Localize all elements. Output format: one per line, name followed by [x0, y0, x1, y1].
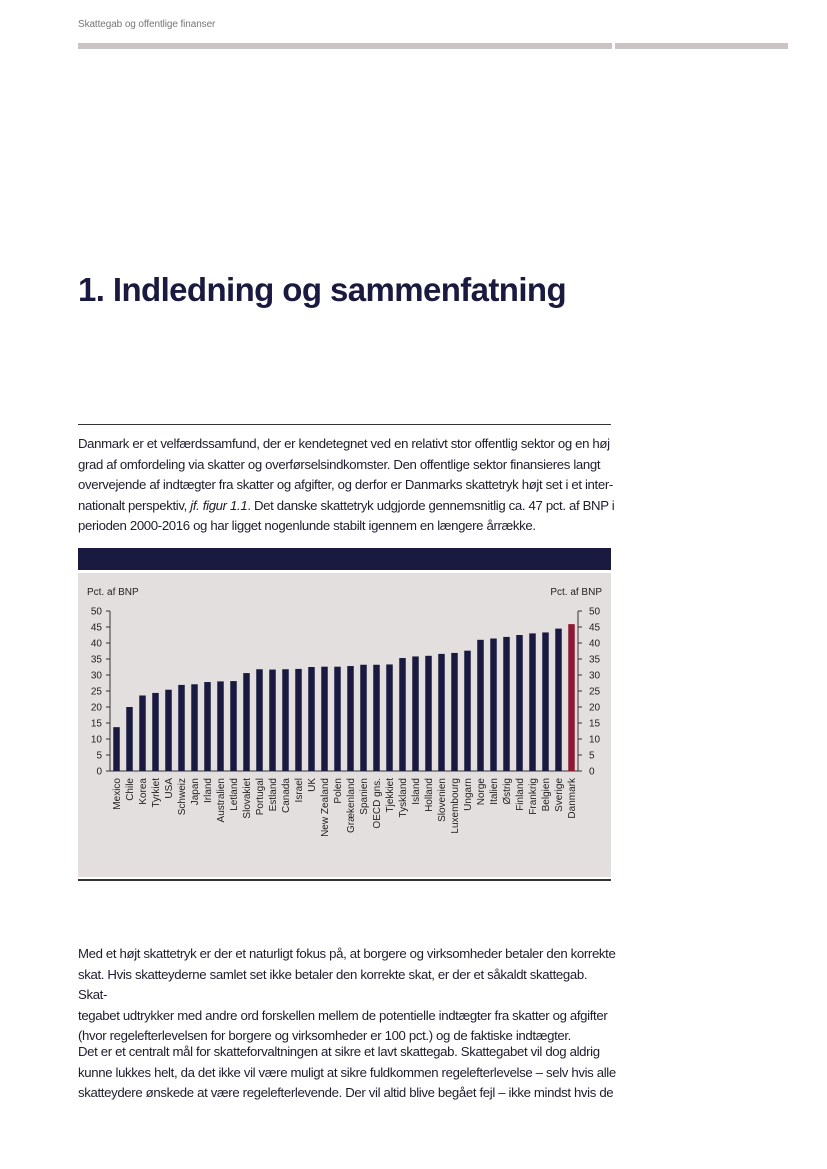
bar-tyskland — [399, 658, 406, 771]
bar-norge — [477, 640, 484, 771]
chapter-heading: 1. Indledning og sammenfatning — [78, 271, 567, 308]
paragraph-3 — [78, 1042, 618, 1104]
bar-korea — [139, 695, 146, 771]
y-tick-label-left: 30 — [90, 670, 102, 682]
bar-slovakiet — [243, 673, 250, 771]
p1-line-4-pre: nationalt perspektiv, — [78, 497, 191, 513]
bar-uk — [308, 667, 315, 771]
x-tick-label: Canada — [281, 778, 292, 814]
p3-line-2: kunne lukkes helt, da det ikke vil være muligt at sikre fuldkommen regelefterlevelse – selv hvis alle — [78, 1064, 616, 1080]
bar-letland — [230, 681, 237, 771]
x-tick-label: Australien — [216, 778, 227, 823]
x-tick-label: Grækenland — [346, 778, 357, 834]
bar-portugal — [256, 669, 263, 771]
y-tick-label-left: 40 — [90, 638, 102, 650]
bar-tjekkiet — [386, 664, 393, 771]
x-tick-label: Island — [411, 778, 422, 805]
bar-italien — [490, 639, 497, 771]
bar-østrig — [503, 637, 510, 771]
p3-line-3: skatteydere ønskede at være regelefterlevende. Der vil altid blive begået fejl – ikke mindst hvis de — [78, 1085, 614, 1100]
running-head: Skattegab og offentlige finanser — [78, 19, 216, 30]
y-tick-label-right: 30 — [589, 670, 601, 682]
bar-canada — [282, 669, 289, 771]
bar-grækenland — [347, 666, 354, 771]
x-tick-label: Ungarn — [463, 778, 474, 811]
x-tick-label: Portugal — [255, 778, 266, 816]
x-tick-label: Tyrkiet — [151, 778, 162, 808]
p1-line-4-post: . Det danske skattetryk udgjorde gennemsnitlig ca. 47 pct. af BNP i — [247, 497, 615, 513]
x-tick-label: Spanien — [359, 778, 370, 815]
y-tick-label-left: 20 — [90, 702, 102, 714]
x-tick-label: Danmark — [567, 778, 578, 819]
bar-ungarn — [464, 651, 471, 771]
bar-australien — [217, 681, 224, 771]
x-tick-label: Irland — [203, 778, 214, 804]
x-tick-label: Polen — [333, 778, 344, 804]
x-tick-label: New Zealand — [320, 778, 331, 837]
x-tick-label: Tyskland — [398, 778, 409, 818]
p3-line-1: Det er et centralt mål for skatteforvaltningen at sikre et lavt skattegab. Skattegabet vil dog aldrig — [78, 1044, 600, 1059]
y-tick-label-left: 10 — [90, 734, 102, 746]
y-tick-label-right: 0 — [589, 766, 595, 778]
p1-line-1: Danmark er et velfærdssamfund, der er kendetegnet ved en relativt stor offentlig sektor og en høj — [78, 436, 610, 451]
bar-danmark — [568, 624, 575, 771]
bar-usa — [165, 690, 172, 771]
bar-belgien — [542, 632, 549, 771]
y-tick-label-right: 5 — [589, 750, 595, 762]
y-tick-label-left: 45 — [90, 622, 102, 634]
p1-line-3: overvejende af indtægter fra skatter og afgifter, og derfor er Danmarks skattetryk højt set i et inter- — [78, 477, 613, 492]
x-tick-label: Luxembourg — [450, 778, 461, 834]
y-tick-label-right: 25 — [589, 686, 601, 698]
bar-finland — [516, 635, 523, 771]
bar-frankrig — [529, 633, 536, 771]
bar-holland — [425, 656, 432, 771]
x-tick-label: Holland — [424, 778, 435, 812]
bar-schweiz — [178, 685, 185, 771]
bar-mexico — [113, 727, 120, 771]
figure-reference: jf. figur 1.1 — [190, 497, 248, 513]
y-axis-label-right: Pct. af BNP — [550, 587, 602, 598]
p2-line-2: skat. Hvis skatteyderne samlet set ikke betaler den korrekte skat, er der et såkaldt skattegab. Skat- — [78, 966, 588, 1002]
paragraph-2 — [78, 944, 618, 1047]
x-tick-label: Sverige — [554, 778, 565, 812]
x-tick-label: Letland — [229, 778, 240, 811]
x-tick-label: Japan — [190, 778, 201, 806]
p2-line-4: (hvor regelefterlevelsen for borgere og virksomheder er 100 pct.) og de faktiske indtægter. — [78, 1028, 571, 1043]
x-tick-label: UK — [307, 778, 318, 792]
x-tick-label: Østrig — [502, 778, 513, 805]
x-tick-label: Slovenien — [437, 778, 448, 822]
bar-tyrkiet — [152, 693, 159, 771]
y-tick-label-left: 35 — [90, 654, 102, 666]
bar-irland — [204, 682, 211, 771]
y-tick-label-left: 50 — [90, 606, 102, 618]
y-tick-label-left: 15 — [90, 718, 102, 730]
bar-chile — [126, 707, 133, 771]
y-tick-label-left: 25 — [90, 686, 102, 698]
y-tick-label-left: 0 — [96, 766, 102, 778]
y-tick-label-left: 5 — [96, 750, 102, 762]
p1-line-5: perioden 2000-2016 og har ligget nogenlunde stabilt igennem en længere årrække. — [78, 518, 536, 533]
x-tick-label: Belgien — [541, 778, 552, 812]
x-tick-label: OECD gns. — [372, 778, 383, 829]
x-tick-label: USA — [164, 778, 175, 799]
bar-sverige — [555, 629, 562, 771]
x-tick-label: Korea — [138, 778, 149, 805]
y-tick-label-right: 35 — [589, 654, 601, 666]
bar-luxembourg — [451, 653, 458, 771]
x-tick-label: Italien — [489, 778, 500, 805]
x-tick-label: Israel — [294, 778, 305, 803]
y-tick-label-right: 10 — [589, 734, 601, 746]
x-tick-label: Estland — [268, 778, 279, 812]
bar-oecd-gns- — [373, 665, 380, 771]
bar-new-zealand — [321, 667, 328, 771]
x-tick-label: Schweiz — [177, 778, 188, 816]
bar-estland — [269, 670, 276, 771]
bar-spanien — [360, 665, 367, 771]
y-tick-label-right: 15 — [589, 718, 601, 730]
y-tick-label-right: 20 — [589, 702, 601, 714]
y-tick-label-right: 45 — [589, 622, 601, 634]
p1-line-2: grad af omfordeling via skatter og overførselsindkomster. Den offentlige sektor finansieres langt — [78, 456, 601, 472]
bar-israel — [295, 669, 302, 771]
x-tick-label: Frankrig — [528, 778, 539, 815]
x-tick-label: Mexico — [112, 778, 123, 810]
y-tick-label-right: 40 — [589, 638, 601, 650]
p2-line-3: tegabet udtrykker med andre ord forskellen mellem de potentielle indtægter fra skatter og afgifter — [78, 1007, 608, 1023]
p2-line-1: Med et højt skattetryk er der et naturligt fokus på, at borgere og virksomheder betaler den korrekte — [78, 946, 616, 961]
bar-island — [412, 656, 419, 771]
y-tick-label-right: 50 — [589, 606, 601, 618]
bar-polen — [334, 667, 341, 771]
y-axis-label-left: Pct. af BNP — [87, 587, 139, 598]
x-tick-label: Slovakiet — [242, 778, 253, 819]
bar-slovenien — [438, 654, 445, 771]
x-tick-label: Chile — [125, 778, 136, 801]
x-tick-label: Finland — [515, 778, 526, 811]
x-tick-label: Norge — [476, 778, 487, 806]
bar-japan — [191, 684, 198, 771]
x-tick-label: Tjekkiet — [385, 778, 396, 813]
